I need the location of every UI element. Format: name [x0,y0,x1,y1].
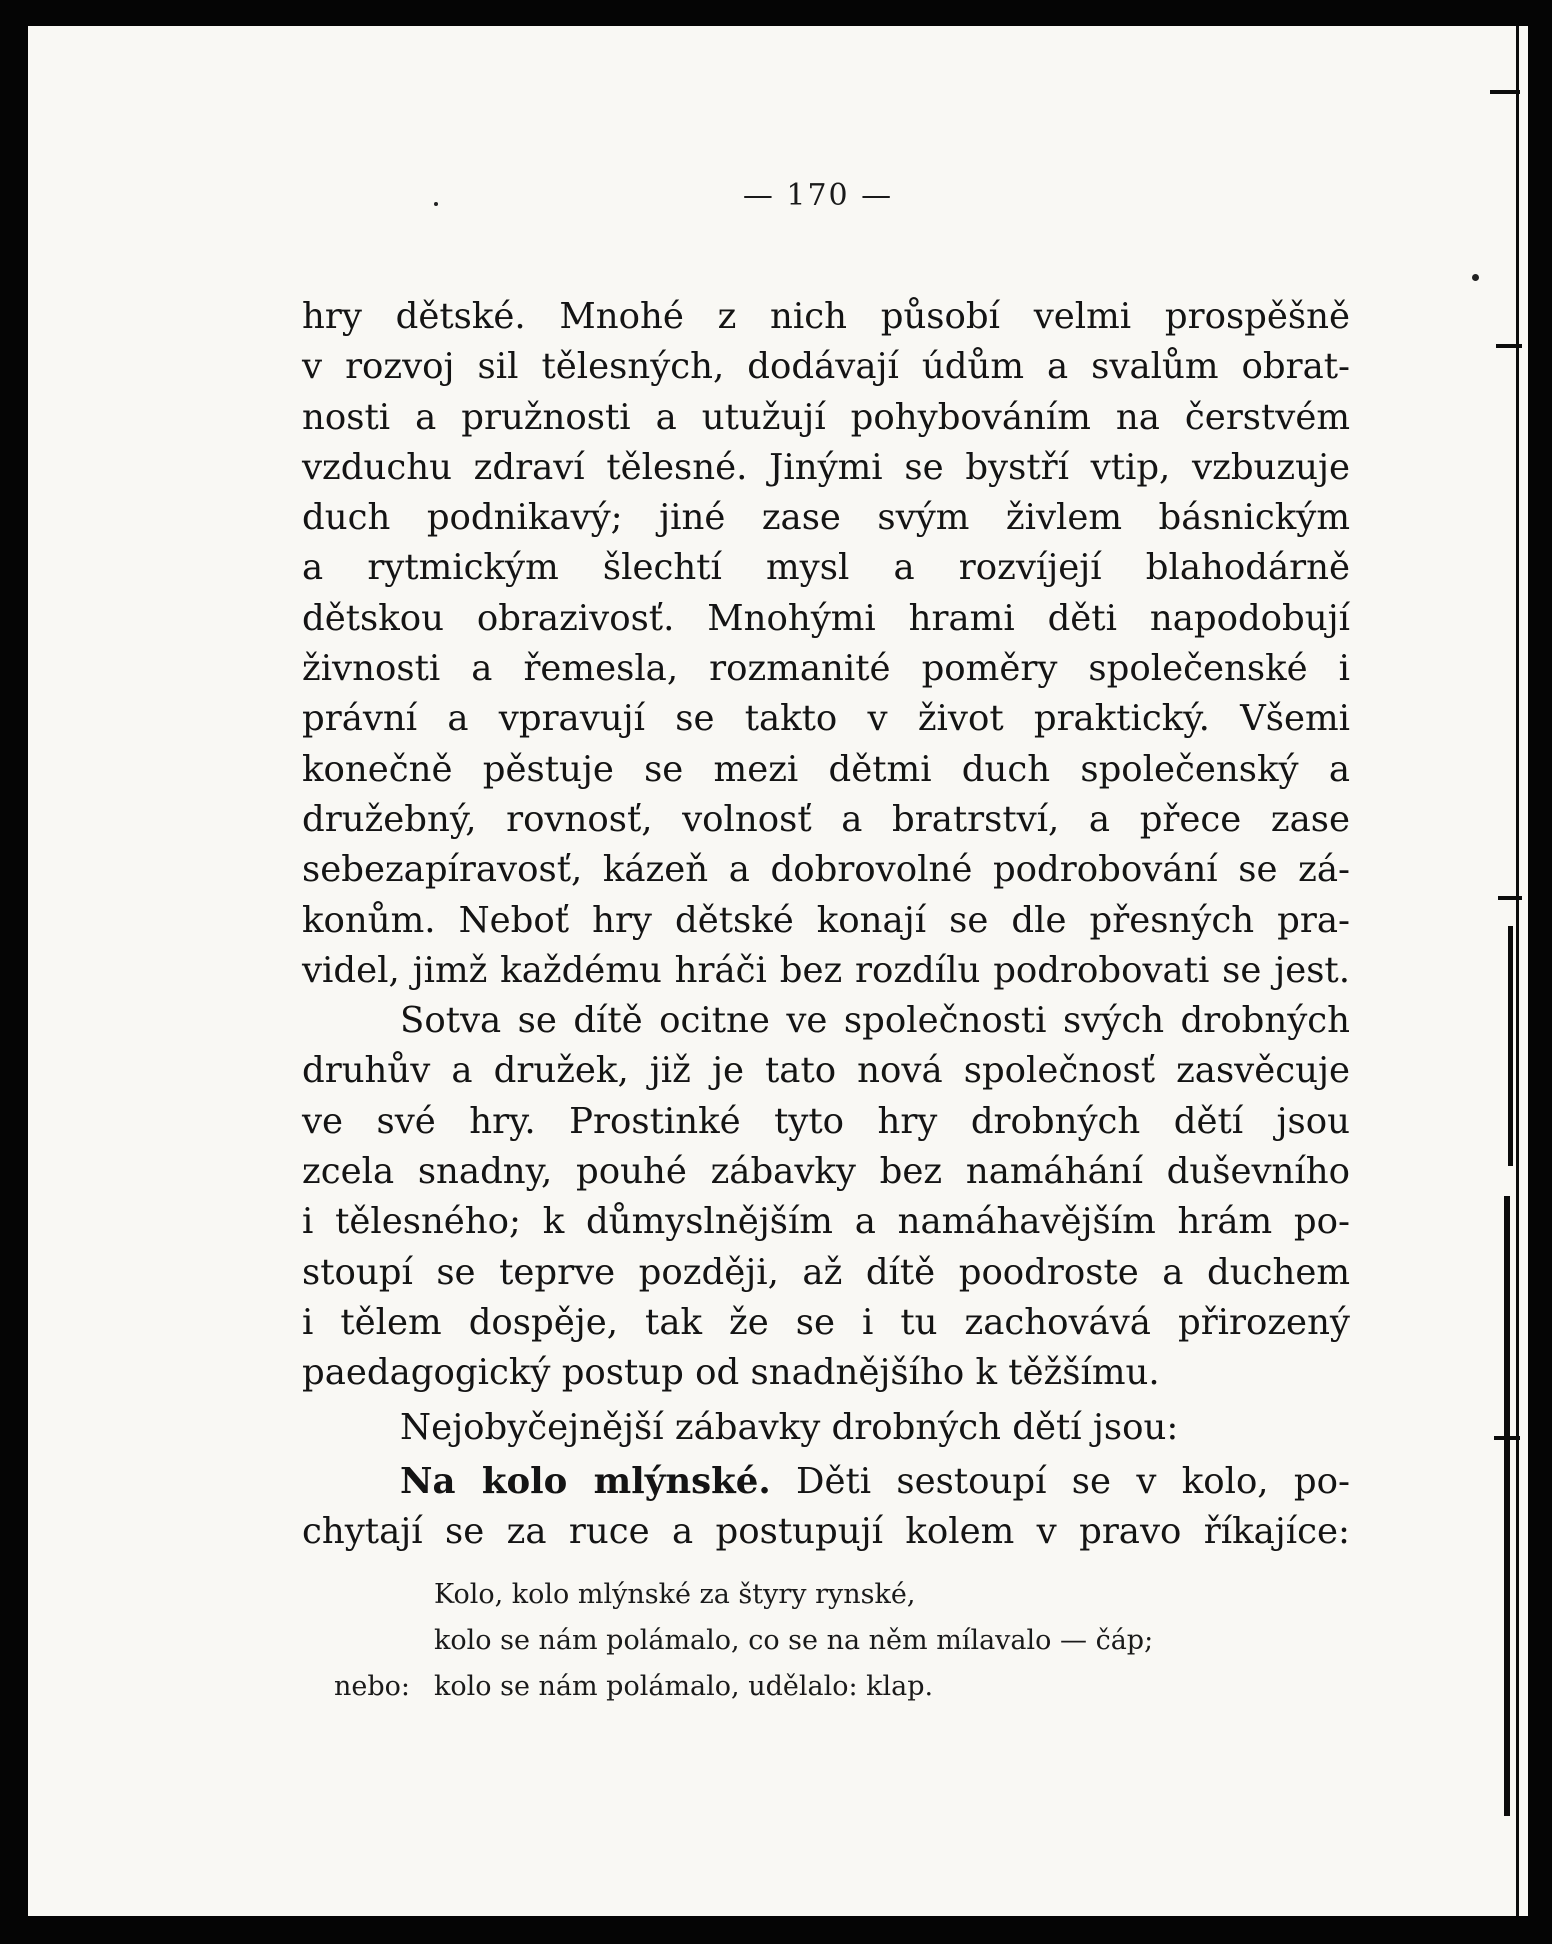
text-line: živnosti a řemesla, rozmanité poměry společenské i [302,648,1350,690]
text-line: konům. Neboť hry dětské konají se dle přesných pra- [302,899,1350,941]
text-line: ve své hry. Prostinké tyto hry drobných dětí jsou [302,1100,1350,1142]
text-line: paedagogický postup od snadnějšího k těžšímu. [302,1352,1160,1394]
text-line: v rozvoj sil tělesných, dodávají údům a svalům obrat- [302,346,1350,388]
text-line: duch podnikavý; jiné zase svým živlem básnickým [302,497,1350,539]
text-line: hry dětské. Mnohé z nich působí velmi prospěšně [302,296,1350,337]
binding-edge-line [1516,26,1519,1916]
binding-edge-shadow-lower [1504,1196,1510,1816]
text-line: Nejobyčejnější zábavky drobných dětí jsou: [400,1406,1179,1448]
body-text [302,292,1350,1557]
verse-line: Kolo, kolo mlýnské za štyry rynské, [434,1579,916,1610]
page-number: — 170 — [742,178,894,213]
text-line: dětskou obrazivosť. Mnohými hrami děti napodobují [302,597,1350,639]
text-line: sebezapíravosť, kázeň a dobrovolné podrobování se zá- [302,849,1350,891]
text-line: nosti a pružnosti a utužují pohybováním na čerstvém [302,396,1350,438]
text-line: videl, jimž každému hráči bez rozdílu podrobovati se jest. [302,949,1350,991]
text-line: i tělesného; k důmyslnějším a namáhavějším hrám po- [302,1201,1350,1243]
section-heading: Na kolo mlýnské. [400,1460,771,1502]
binding-edge-shadow-upper [1508,926,1513,1166]
text-line: a rytmickým šlechtí mysl a rozvíjejí blahodárně [302,547,1350,589]
text-line: právní a vpravují se takto v život praktický. Všemi [302,698,1350,740]
text-line: chytají se za ruce a postupují kolem v pravo říkajíce: [302,1511,1350,1553]
text-line: druhův a družek, již je tato nová společnosť zasvěcuje [302,1050,1350,1092]
text-line [302,1457,1350,1507]
text-fragment: Děti sestoupí se v kolo, po- [770,1460,1351,1502]
rhyme-verse [334,1572,1334,1710]
verse-prefix: nebo: [334,1671,411,1702]
text-line: družebný, rovnosť, volnosť a bratrství, a přece zase [302,798,1350,840]
verse-text: kolo se nám polámalo, udělalo: klap. [434,1671,934,1702]
speck-dot [1472,274,1479,281]
edge-mark-lower [1494,1436,1520,1440]
book-page [28,26,1528,1916]
text-line: vzduchu zdraví tělesné. Jinými se bystří vtip, vzbuzuje [302,446,1350,488]
text-line: konečně pěstuje se mezi dětmi duch společenský a [302,748,1350,790]
text-line: zcela snadny, pouhé zábavky bez namáhání duševního [302,1151,1350,1193]
text-line: stoupí se teprve později, až dítě poodroste a duchem [302,1251,1350,1293]
verse-line [334,1664,1334,1710]
edge-mark-top [1490,90,1520,94]
text-line: i tělem dospěje, tak že se i tu zachovává přirozený [302,1301,1350,1343]
edge-mark-upper [1496,344,1522,348]
verse-line: kolo se nám polámalo, co se na něm mílavalo — čáp; [434,1625,1154,1656]
text-line: Sotva se dítě ocitne ve společnosti svých drobných [400,1000,1350,1042]
edge-mark-middle [1498,896,1522,900]
